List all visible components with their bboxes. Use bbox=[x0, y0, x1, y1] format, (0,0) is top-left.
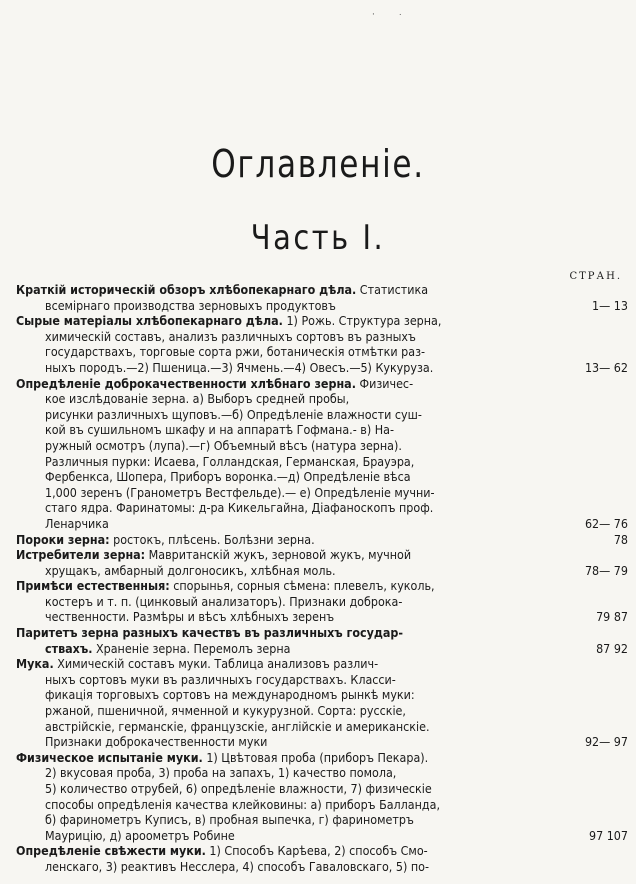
toc-text: всемірнаго производства зерновыхъ продуктовъ bbox=[45, 297, 336, 313]
toc-text: Физичес- bbox=[355, 375, 414, 391]
toc-line bbox=[16, 329, 556, 345]
toc-line bbox=[16, 765, 556, 781]
toc-line bbox=[16, 282, 556, 298]
toc-line bbox=[16, 376, 556, 392]
toc-text: б) фаринометръ Куписъ, в) пробная выпечка, г) фаринометръ bbox=[45, 812, 414, 828]
toc-line bbox=[16, 469, 556, 485]
toc-entry bbox=[16, 578, 628, 625]
toc-line bbox=[16, 298, 556, 314]
toc-line bbox=[16, 438, 556, 454]
toc-text: кой въ сушильномъ шкафу и на аппаратѣ Гофмана.- в) На- bbox=[45, 422, 394, 438]
toc-text: Храненіе зерна. Перемолъ зерна bbox=[92, 640, 291, 656]
toc-text: Фербенкса, Шопера, Приборъ воронка.—д) Опредѣленіе вѣса bbox=[45, 469, 411, 485]
table-of-contents bbox=[16, 282, 628, 875]
toc-line bbox=[16, 641, 556, 657]
toc-line bbox=[16, 687, 556, 703]
toc-text: 1,000 зеренъ (Гранометръ Вестфельде).— е) Опредѣленіе мучни- bbox=[45, 484, 435, 500]
toc-text: стаго ядра. Фаринатомы: д-ра Кикельгайна, Діафаноскопъ проф. bbox=[45, 500, 434, 516]
toc-text: ныхъ породъ.—2) Пшеница.—3) Ячмень.—4) Овесъ.—5) Кукуруза. bbox=[45, 359, 434, 375]
toc-text: ржаной, пшеничной, ячменной и кукурузной. Сорта: русскіе, bbox=[45, 703, 406, 719]
page-title: Оглавленіе. bbox=[211, 142, 425, 186]
toc-text: Химическій составъ муки. Таблица анализовъ различ- bbox=[53, 656, 379, 672]
toc-heading: Краткій историческій обзоръ хлѣбопекарнаго дѣла. bbox=[16, 282, 357, 297]
toc-heading: Физическое испытаніе муки. bbox=[16, 749, 203, 765]
toc-line bbox=[16, 532, 556, 548]
toc-text: ныхъ сортовъ муки въ различныхъ государствахъ. Класси- bbox=[45, 671, 396, 687]
toc-text: чественности. Размѣры и вѣсъ хлѣбныхъ зеренъ bbox=[45, 609, 335, 625]
toc-page-range: 78 bbox=[613, 531, 628, 547]
toc-entry bbox=[16, 750, 628, 844]
toc-line bbox=[16, 672, 556, 688]
toc-text: австрійскіе, германскіе, французскіе, англійскіе и американскіе. bbox=[45, 718, 430, 734]
paper-speck: ˙ bbox=[398, 14, 403, 24]
toc-text: способы опредѣленія качества клейковины: а) приборъ Балланда, bbox=[45, 796, 441, 812]
toc-line bbox=[16, 703, 556, 719]
toc-page-range: 62— 76 bbox=[584, 515, 628, 531]
toc-heading: Опредѣленіе свѣжести муки. bbox=[16, 843, 206, 859]
toc-line bbox=[16, 407, 556, 423]
toc-line bbox=[16, 750, 556, 766]
toc-line bbox=[16, 360, 556, 376]
toc-text: Признаки доброкачественности муки bbox=[45, 734, 268, 750]
toc-text: костеръ и т. п. (цинковый анализаторъ). Признаки доброка- bbox=[45, 593, 403, 609]
toc-entry bbox=[16, 376, 628, 532]
toc-text: Мавританскій жукъ, зерновой жукъ, мучной bbox=[145, 547, 412, 563]
toc-line bbox=[16, 422, 556, 438]
toc-entry bbox=[16, 625, 628, 656]
toc-entry bbox=[16, 313, 628, 375]
toc-heading: Паритетъ зерна разныхъ качествъ въ различныхъ государ- bbox=[16, 625, 404, 641]
toc-page-range: 1— 13 bbox=[592, 297, 628, 313]
toc-text: государствахъ, торговые сорта ржи, ботаническія отмѣтки раз- bbox=[45, 344, 426, 360]
toc-page-range: 97 107 bbox=[589, 827, 628, 843]
toc-text: ленскаго, 3) реактивъ Несслера, 4) способъ Гаваловскаго, 5) по- bbox=[45, 858, 429, 874]
toc-heading: ствахъ. bbox=[45, 640, 93, 656]
toc-line bbox=[16, 344, 556, 360]
toc-line bbox=[16, 485, 556, 501]
toc-page-range: 78— 79 bbox=[584, 562, 628, 578]
paper-speck: · bbox=[372, 10, 375, 20]
toc-line bbox=[16, 719, 556, 735]
toc-line bbox=[16, 563, 556, 579]
toc-line bbox=[16, 454, 556, 470]
part-heading: Часть I. bbox=[250, 218, 386, 258]
toc-page-range: 13— 62 bbox=[584, 359, 628, 375]
toc-heading: Опредѣленіе доброкачественности хлѣбнаго зерна. bbox=[16, 375, 356, 391]
toc-line bbox=[16, 828, 556, 844]
toc-line bbox=[16, 578, 556, 594]
toc-text: ростокъ, плѣсень. Болѣзни зерна. bbox=[109, 531, 315, 547]
toc-line bbox=[16, 797, 556, 813]
toc-entry bbox=[16, 532, 628, 548]
toc-line bbox=[16, 516, 556, 532]
toc-line bbox=[16, 843, 556, 859]
toc-line bbox=[16, 812, 556, 828]
toc-page-range: 92— 97 bbox=[584, 734, 628, 750]
toc-page-range: 79 87 bbox=[596, 609, 628, 625]
toc-entry bbox=[16, 547, 628, 578]
toc-line bbox=[16, 656, 556, 672]
toc-text: 2) вкусовая проба, 3) проба на запахъ, 1) качество помола, bbox=[45, 765, 397, 781]
toc-line bbox=[16, 391, 556, 407]
toc-text: Ленарчика bbox=[45, 515, 109, 531]
toc-heading: Мука. bbox=[16, 656, 54, 672]
toc-text: Различныя пурки: Исаева, Голландская, Германская, Брауэра, bbox=[45, 453, 415, 469]
toc-line bbox=[16, 547, 556, 563]
toc-line bbox=[16, 594, 556, 610]
toc-heading: Истребители зерна: bbox=[16, 547, 146, 563]
toc-line bbox=[16, 500, 556, 516]
toc-text: фикація торговыхъ сортовъ на международномъ рынкѣ муки: bbox=[45, 687, 415, 703]
toc-text: 1) Способъ Карѣева, 2) способъ Смо- bbox=[205, 843, 428, 859]
toc-entry bbox=[16, 282, 628, 313]
toc-line bbox=[16, 609, 556, 625]
toc-text: 1) Рожь. Структура зерна, bbox=[282, 313, 442, 329]
toc-text: Статистика bbox=[356, 282, 429, 297]
toc-text: Маурицію, д) ароометръ Робине bbox=[45, 827, 235, 843]
toc-line bbox=[16, 625, 556, 641]
toc-entry bbox=[16, 843, 628, 874]
toc-heading: Сырые матеріалы хлѣбопекарнаго дѣла. bbox=[16, 313, 283, 329]
toc-text: химическій составъ, анализъ различныхъ сортовъ въ разныхъ bbox=[45, 328, 416, 344]
toc-heading: Пороки зерна: bbox=[16, 531, 110, 547]
toc-text: 1) Цвѣтовая проба (приборъ Пекара). bbox=[202, 749, 429, 765]
toc-text: спорынья, сорныя сѣмена: плевелъ, куколь, bbox=[169, 578, 435, 594]
toc-page-range: 87 92 bbox=[596, 640, 628, 656]
toc-text: кое изслѣдованіе зерна. а) Выборъ средней пробы, bbox=[45, 391, 350, 407]
pages-column-header: СТРАН. bbox=[569, 271, 622, 282]
toc-entry bbox=[16, 656, 628, 750]
toc-line bbox=[16, 313, 556, 329]
toc-heading: Примѣси естественныя: bbox=[16, 578, 170, 594]
toc-text: хрущакъ, амбарный долгоносикъ, хлѣбная моль. bbox=[45, 562, 336, 578]
toc-text: 5) количество отрубей, 6) опредѣленіе влажности, 7) физическіе bbox=[45, 781, 432, 796]
toc-text: рисунки различныхъ щуповъ.—б) Опредѣленіе влажности суш- bbox=[45, 406, 422, 422]
toc-line bbox=[16, 781, 556, 797]
toc-line bbox=[16, 734, 556, 750]
toc-line bbox=[16, 859, 556, 875]
toc-text: ружный осмотръ (лупа).—г) Объемный вѣсъ (натура зерна). bbox=[45, 437, 402, 453]
